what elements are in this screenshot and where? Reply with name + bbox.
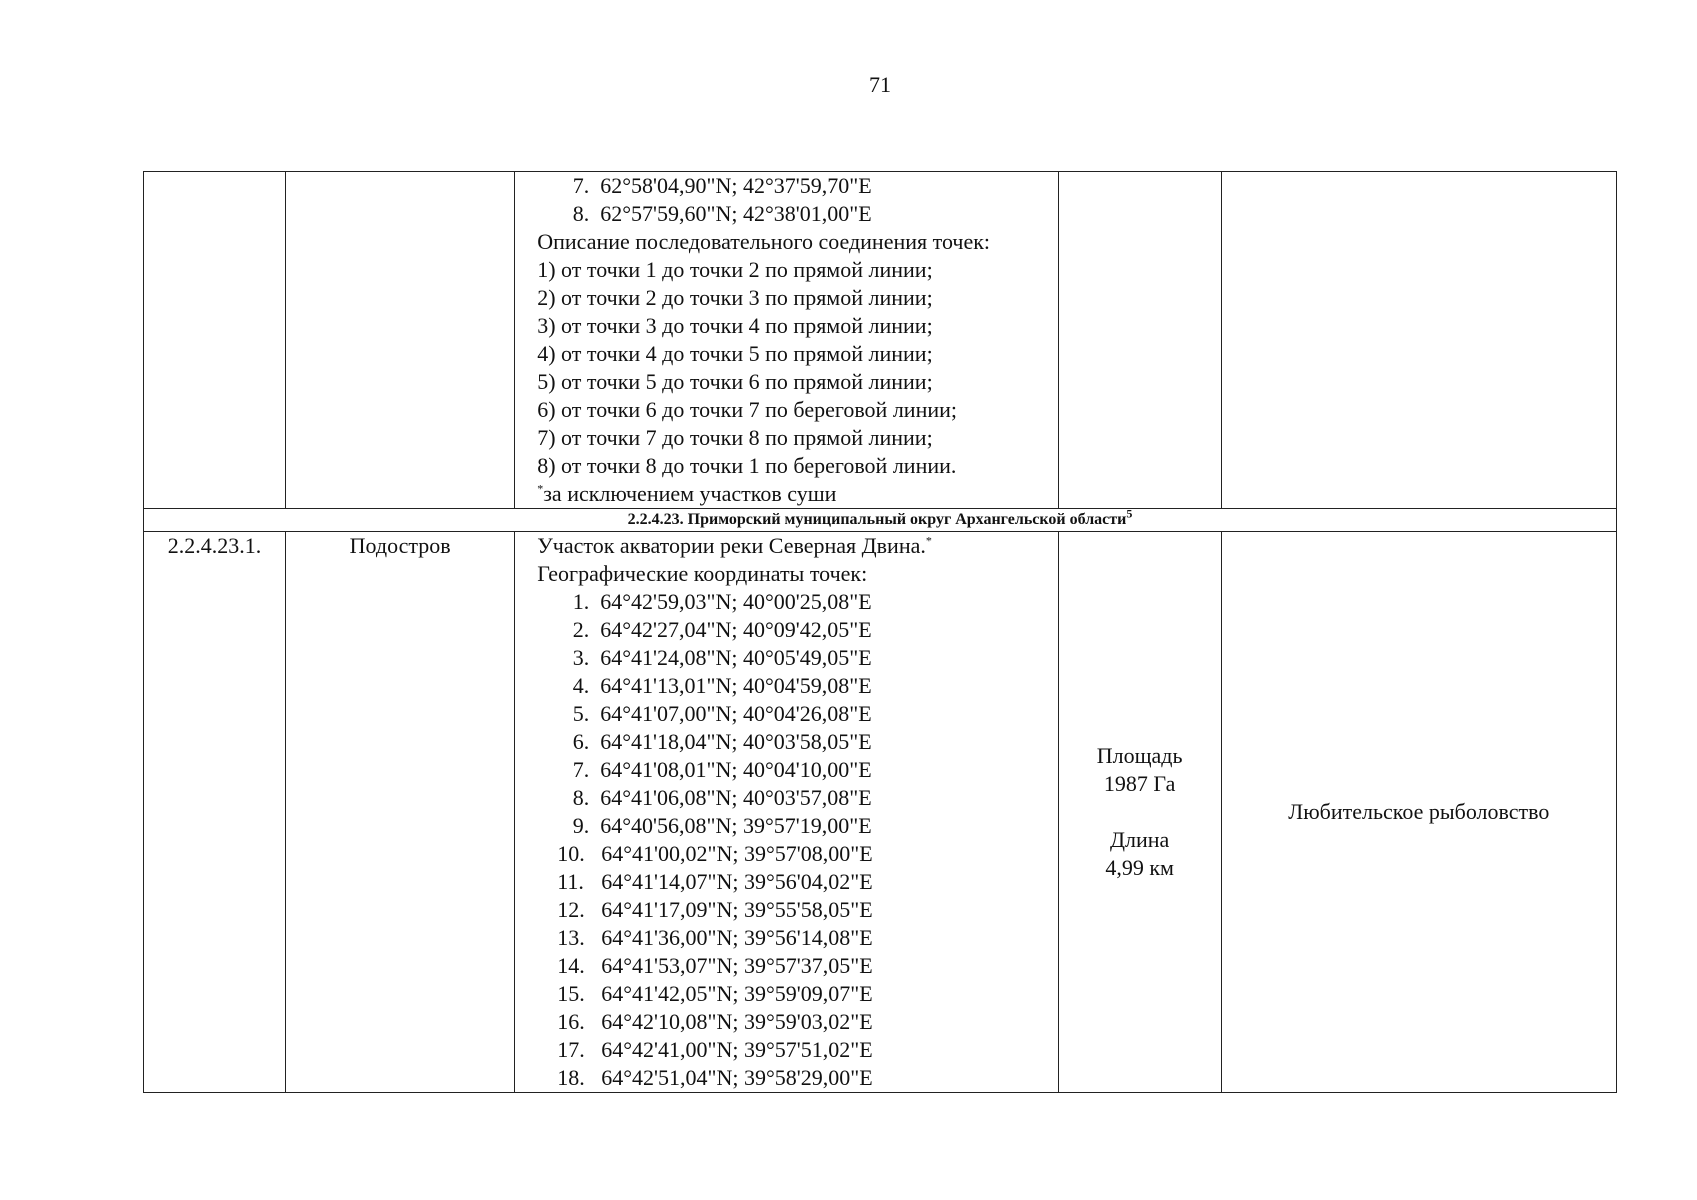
coordinate-index: 15. — [557, 981, 585, 1006]
coords-title: Географические координаты точек: — [537, 561, 868, 586]
coordinate-index: 11. — [557, 869, 584, 894]
entry-row — [144, 532, 1617, 1093]
coordinate-line — [537, 728, 1051, 756]
coordinate-value: 64°41'00,02"N; 39°57'08,00"E — [601, 841, 873, 866]
footnote-mark: * — [537, 481, 544, 496]
coordinate-index: 4. — [572, 673, 590, 698]
cell-params-empty — [1058, 172, 1221, 509]
connection-line: 7) от точки 7 до точки 8 по прямой линии; — [537, 425, 933, 450]
section-title: 2.2.4.23. Приморский муниципальный округ Архангельской области$^5$ — [144, 509, 1617, 532]
coordinate-line — [537, 784, 1051, 812]
entry-number: 2.2.4.23.1. — [144, 532, 286, 1093]
page-number: 71 — [869, 72, 891, 97]
connection-line: 1) от точки 1 до точки 2 по прямой линии; — [537, 257, 933, 282]
fishing-areas-table — [143, 171, 1617, 1093]
coordinate-line: 7. 62°58'04,90"N; 42°37'59,70"E — [572, 173, 872, 198]
coordinate-line — [537, 868, 1051, 896]
coordinate-line — [537, 1008, 1051, 1036]
coordinate-index: 16. — [557, 1009, 585, 1034]
usage-type: Любительское рыболовство — [1221, 532, 1616, 1093]
coordinate-line — [537, 952, 1051, 980]
coordinate-index: 9. — [572, 813, 590, 838]
coordinate-line — [537, 980, 1051, 1008]
coordinate-value: 64°40'56,08"N; 39°57'19,00"E — [600, 813, 872, 838]
coordinate-line — [537, 588, 1051, 616]
coordinate-index: 13. — [557, 925, 585, 950]
coordinate-value: 64°41'06,08"N; 40°03'57,08"E — [600, 785, 872, 810]
coordinate-line — [537, 812, 1051, 840]
coordinate-index: 14. — [557, 953, 585, 978]
coordinate-value: 64°41'13,01"N; 40°04'59,08"E — [600, 673, 872, 698]
coordinate-index: 12. — [557, 897, 585, 922]
footnote-text: за исключением участков суши — [543, 481, 837, 506]
coordinate-value: 64°41'17,09"N; 39°55'58,05"E — [601, 897, 873, 922]
coordinate-value: 64°41'07,00"N; 40°04'26,08"E — [600, 701, 872, 726]
coordinate-line — [537, 1036, 1051, 1064]
cell-usage-empty — [1221, 172, 1616, 509]
coordinate-line: 8. 62°57'59,60"N; 42°38'01,00"E — [572, 201, 872, 226]
coordinate-line — [537, 616, 1051, 644]
section-header-row — [144, 509, 1617, 532]
coordinate-value: 64°41'53,07"N; 39°57'37,05"E — [601, 953, 873, 978]
coordinate-line — [537, 924, 1051, 952]
coordinate-value: 64°41'18,04"N; 40°03'58,05"E — [600, 729, 872, 754]
coordinate-line — [537, 672, 1051, 700]
section-footnote-ref: 5 — [1126, 506, 1133, 521]
coordinate-index: 7. — [572, 757, 590, 782]
coordinate-line — [537, 756, 1051, 784]
connection-description-title: Описание последовательного соединения точек: — [537, 229, 991, 254]
coordinate-line — [537, 700, 1051, 728]
coordinate-index: 2. — [572, 617, 590, 642]
coordinate-line — [537, 840, 1051, 868]
coordinate-index: 18. — [557, 1065, 585, 1090]
connection-line: 6) от точки 6 до точки 7 по береговой линии; — [537, 397, 958, 422]
coordinate-value: 64°42'41,00"N; 39°57'51,02"E — [601, 1037, 873, 1062]
continuation-row — [144, 172, 1617, 509]
coordinate-value: 64°42'10,08"N; 39°59'03,02"E — [601, 1009, 873, 1034]
coordinate-value: 64°42'51,04"N; 39°58'29,00"E — [601, 1065, 873, 1090]
cell-params — [1058, 532, 1221, 1093]
coordinate-index: 6. — [572, 729, 590, 754]
connection-line: 8) от точки 8 до точки 1 по береговой линии. — [537, 453, 957, 478]
coordinate-line — [537, 644, 1051, 672]
coordinate-value: 64°41'14,07"N; 39°56'04,02"E — [601, 869, 873, 894]
cell-boundary-continuation — [515, 172, 1058, 509]
footnote-line — [537, 480, 1051, 508]
coordinate-line — [537, 896, 1051, 924]
area-value: 1987 Га — [1103, 771, 1176, 796]
coordinate-index: 10. — [557, 841, 585, 866]
area-params — [1059, 742, 1221, 882]
coordinate-index: 8. — [572, 785, 590, 810]
coordinate-index: 3. — [572, 645, 590, 670]
coordinate-value: 64°41'36,00"N; 39°56'14,08"E — [601, 925, 873, 950]
area-label: Площадь — [1096, 743, 1183, 768]
connection-line: 3) от точки 3 до точки 4 по прямой линии; — [537, 313, 933, 338]
coordinate-line — [537, 1064, 1051, 1092]
cell-boundary — [515, 532, 1058, 1093]
coordinate-index: 17. — [557, 1037, 585, 1062]
document-table — [143, 171, 1617, 1093]
connection-line: 2) от точки 2 до точки 3 по прямой линии; — [537, 285, 933, 310]
area-title-mark: * — [925, 533, 932, 548]
entry-name: Подостров — [286, 532, 515, 1093]
connection-line: 5) от точки 5 до точки 6 по прямой линии; — [537, 369, 933, 394]
length-value: 4,99 км — [1105, 855, 1174, 880]
coordinate-value: 64°42'27,04"N; 40°09'42,05"E — [600, 617, 872, 642]
coordinate-list — [537, 588, 1051, 1092]
coordinate-value: 64°41'42,05"N; 39°59'09,07"E — [601, 981, 873, 1006]
coordinate-index: 5. — [572, 701, 590, 726]
connection-line: 4) от точки 4 до точки 5 по прямой линии; — [537, 341, 933, 366]
area-title: Участок акватории реки Северная Двина.* — [537, 533, 932, 558]
length-label: Длина — [1110, 827, 1170, 852]
coordinate-value: 64°42'59,03"N; 40°00'25,08"E — [600, 589, 872, 614]
coordinate-value: 64°41'24,08"N; 40°05'49,05"E — [600, 645, 872, 670]
coordinate-index: 1. — [572, 589, 590, 614]
cell-number-empty — [144, 172, 286, 509]
coordinate-value: 64°41'08,01"N; 40°04'10,00"E — [600, 757, 872, 782]
cell-name-empty — [286, 172, 515, 509]
